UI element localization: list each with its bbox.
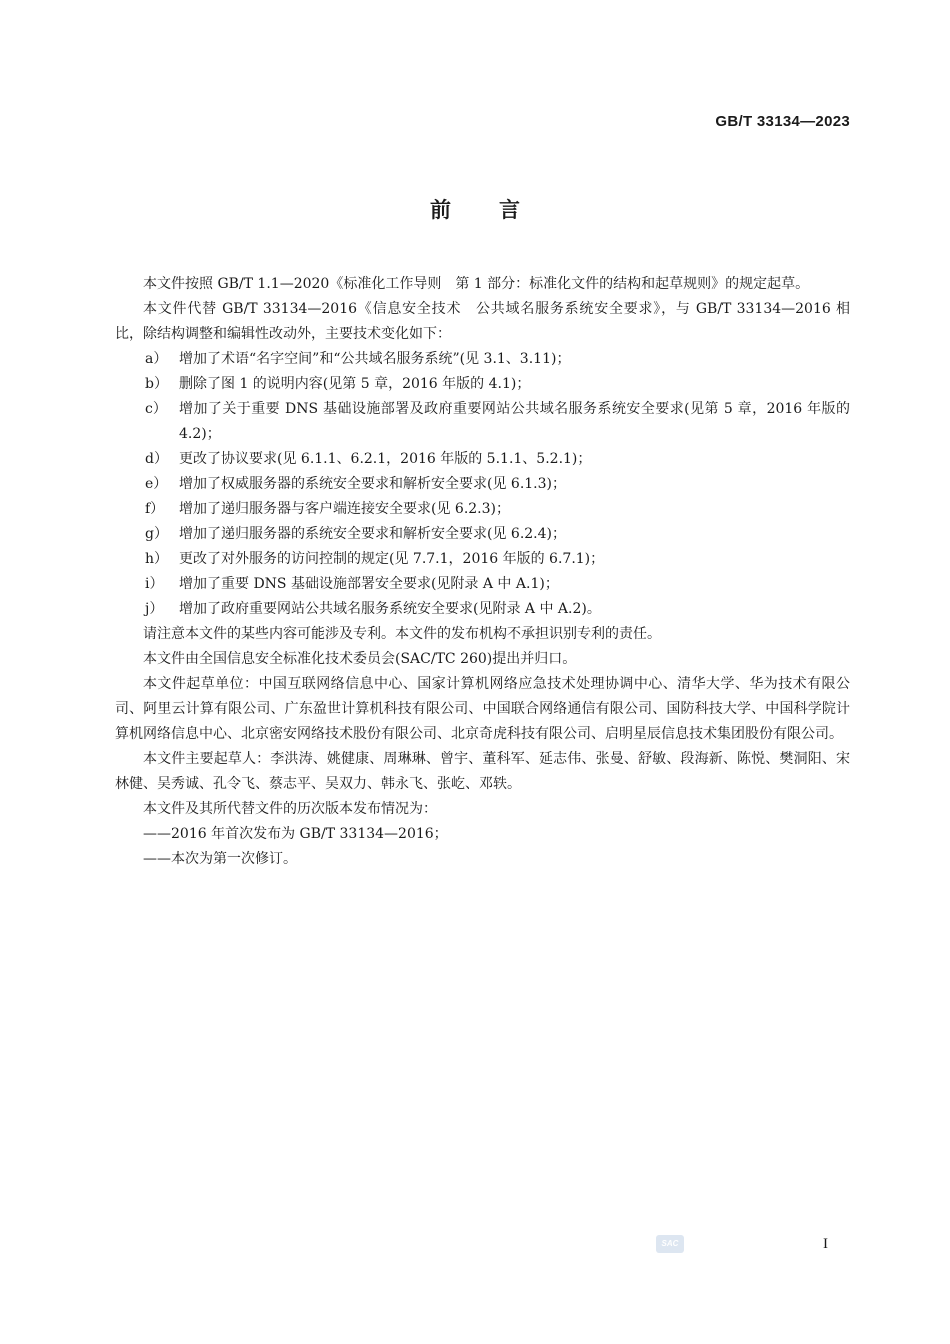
list-item [115,572,850,597]
list-item [115,497,850,522]
list-item [115,522,850,547]
list-item-text: 增加了重要 DNS 基础设施部署安全要求(见附录 A 中 A.1)； [179,576,559,592]
list-item [115,472,850,497]
list-item-label: a） [145,351,168,367]
sac-logo-icon: SAC [656,1235,684,1253]
list-item-label: j） [145,601,164,617]
list-item-label: d） [145,451,168,467]
list-item-text: 增加了递归服务器与客户端连接安全要求(见 6.2.3)； [179,501,510,517]
patent-notice: 请注意本文件的某些内容可能涉及专利。本文件的发布机构不承担识别专利的责任。 [143,626,661,642]
list-item-text: 增加了术语“名字空间”和“公共域名服务系统”(见 3.1、3.11)； [179,351,571,367]
list-item-label: e） [145,476,168,492]
history-entry: ——本次为第一次修订。 [143,851,297,867]
list-item-text: 增加了关于重要 DNS 基础设施部署及政府重要网站公共域名服务系统安全要求(见第 5 章，2016 年版的 4.2)； [179,401,850,442]
list-item-label: f） [145,501,165,517]
list-item-text: 删除了图 1 的说明内容(见第 5 章，2016 年版的 4.1)； [179,376,531,392]
changes-list [115,347,850,622]
paragraph-drafting-rules: 本文件按照 GB/T 1.1—2020《标准化工作导则 第 1 部分：标准化文件的结构和起草规则》的规定起草。 [143,276,810,292]
list-item [115,372,850,397]
list-item-text: 增加了递归服务器的系统安全要求和解析安全要求(见 6.2.4)； [179,526,566,542]
history-entry: ——2016 年首次发布为 GB/T 33134—2016； [143,826,448,842]
list-item-text: 更改了协议要求(见 6.1.1、6.2.1，2016 年版的 5.1.1、5.2.1)； [179,451,592,467]
list-item [115,597,850,622]
drafters: 本文件主要起草人：李洪涛、姚健康、周琳琳、曾宇、董科军、延志伟、张曼、舒敏、段海新、陈悦、樊洞阳、宋林健、吴秀诚、孔令飞、蔡志平、吴双力、韩永飞、张屹、邓轶。 [115,751,850,792]
list-item-label: c） [145,401,167,417]
list-item [115,347,850,372]
list-item-label: i） [145,576,164,592]
page-number: I [823,1236,828,1252]
standard-number: GB/T 33134—2023 [715,113,850,130]
list-item-text: 增加了政府重要网站公共域名服务系统安全要求(见附录 A 中 A.2)。 [179,601,601,617]
list-item-text: 增加了权威服务器的系统安全要求和解析安全要求(见 6.1.3)； [179,476,566,492]
paragraph-replacement: 本文件代替 GB/T 33134—2016《信息安全技术 公共域名服务系统安全要求》，与 GB/T 33134—2016 相比，除结构调整和编辑性改动外，主要技术变化如下： [115,301,850,342]
page-title: 前言 [430,198,568,222]
drafting-units: 本文件起草单位：中国互联网络信息中心、国家计算机网络应急技术处理协调中心、清华大学、华为技术有限公司、阿里云计算有限公司、广东盈世计算机科技有限公司、中国联合网络通信有限公司、国防科技大学、中国科学院计算机网络信息中心、北京密安网络技术股份有限公司、北京奇虎科技有限公司、启明星辰信息技术集团股份有限公司。 [115,676,850,742]
document-body [115,272,850,872]
history-intro: 本文件及其所代替文件的历次版本发布情况为： [143,801,437,817]
list-item-label: g） [145,526,168,542]
list-item-label: b） [145,376,168,392]
list-item [115,547,850,572]
proposer-statement: 本文件由全国信息安全标准化技术委员会(SAC/TC 260)提出并归口。 [143,651,577,667]
list-item [115,447,850,472]
list-item-label: h） [145,551,169,567]
list-item [115,397,850,447]
list-item-text: 更改了对外服务的访问控制的规定(见 7.7.1，2016 年版的 6.7.1)； [179,551,605,567]
